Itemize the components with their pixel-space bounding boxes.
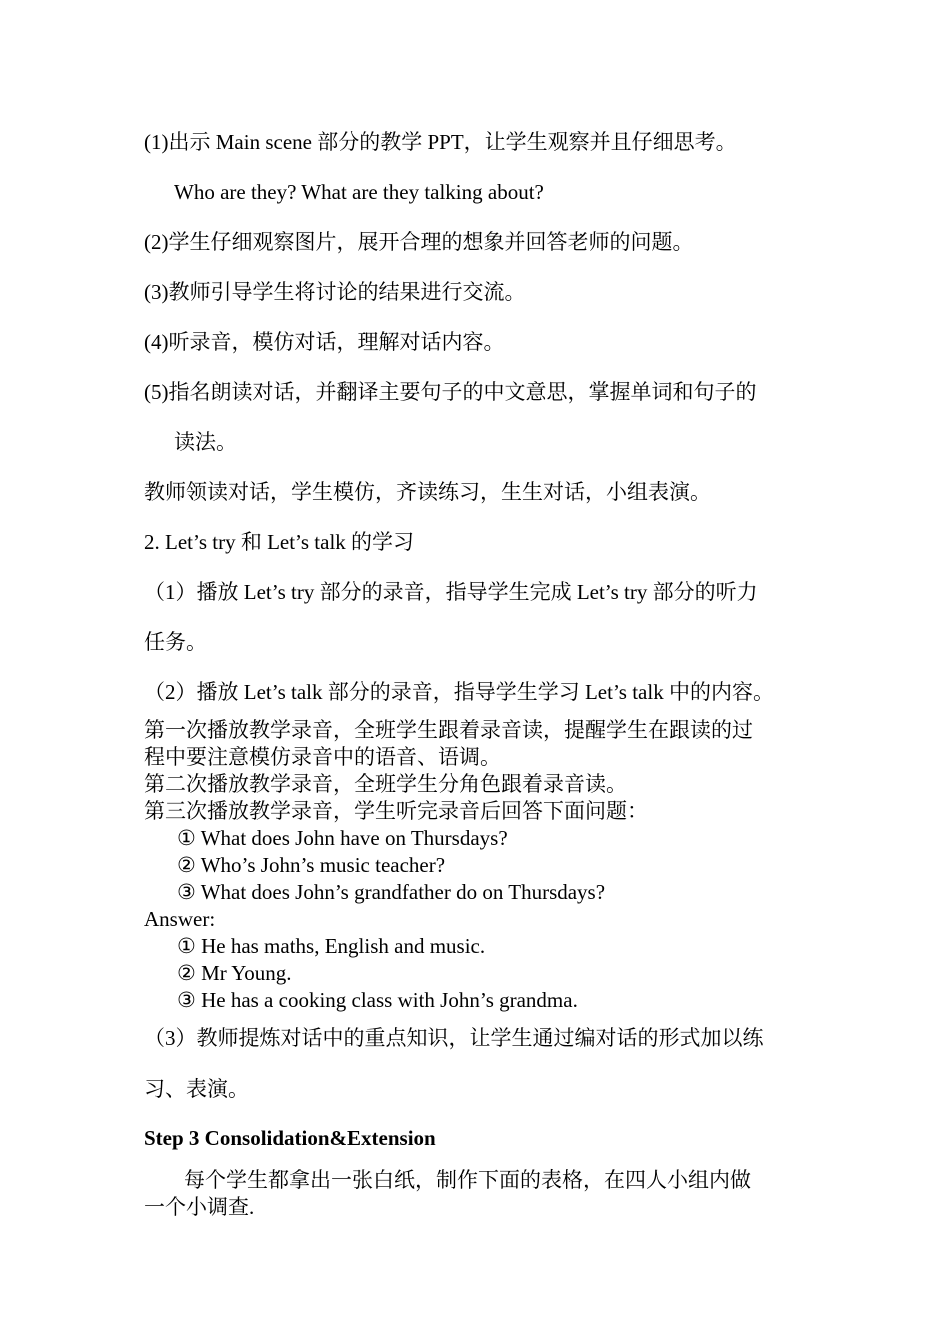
step-3-text: 教师引导学生将讨论的结果进行交流。	[168, 280, 526, 304]
practice-paragraph: 教师领读对话，学生模仿，齐读练习，生生对话，小组表演。	[144, 480, 711, 504]
answer-label: Answer:	[144, 907, 216, 931]
step-2	[144, 229, 694, 255]
step-5-number: (5)	[144, 380, 169, 404]
section-2-item-1-line-1: （1）播放 Let’s try 部分的录音，指导学生完成 Let’s try 部分的听力	[144, 580, 758, 604]
step-3-number: (3)	[144, 280, 169, 304]
section-2-heading: 2. Let’s try 和 Let’s talk 的学习	[144, 530, 415, 554]
step-3-text-line-1: 每个学生都拿出一张白纸，制作下面的表格，在四人小组内做	[184, 1168, 751, 1192]
section-2-item-1-line-2: 任务。	[144, 630, 207, 654]
answer-item: ② Mr Young.	[177, 961, 292, 985]
step-5-text: 指名朗读对话，并翻译主要句子的中文意思，掌握单词和句子的	[168, 380, 757, 404]
question-item: ③ What does John’s grandfather do on Thursdays?	[177, 880, 606, 904]
playback-3: 第三次播放教学录音，学生听完录音后回答下面问题：	[144, 799, 648, 823]
playback-2: 第二次播放教学录音，全班学生分角色跟着录音读。	[144, 772, 627, 796]
question-item: ② Who’s John’s music teacher?	[177, 853, 446, 877]
section-2-item-2: （2）播放 Let’s talk 部分的录音，指导学生学习 Let’s talk 中的内容。	[144, 680, 774, 704]
step-1-text: 出示 Main scene 部分的教学 PPT，让学生观察并且仔细思考。	[168, 130, 737, 154]
step-1	[144, 129, 737, 155]
question-item: ① What does John have on Thursdays?	[177, 826, 508, 850]
answer-item: ① He has maths, English and music.	[177, 934, 486, 958]
answer-item: ③ He has a cooking class with John’s grandma.	[177, 988, 578, 1012]
playback-1-line-1: 第一次播放教学录音，全班学生跟着录音读，提醒学生在跟读的过	[144, 718, 753, 742]
step-4	[144, 329, 505, 355]
step-3-heading: Step 3 Consolidation&Extension	[144, 1126, 436, 1150]
section-2-item-3-line-1: （3）教师提炼对话中的重点知识，让学生通过编对话的形式加以练	[144, 1026, 764, 1050]
step-3-text-line-2: 一个小调查.	[144, 1195, 255, 1219]
step-1-question: Who are they? What are they talking about?	[174, 180, 544, 204]
step-5-continuation: 读法。	[174, 430, 237, 454]
step-2-number: (2)	[144, 230, 169, 254]
step-4-text: 听录音，模仿对话，理解对话内容。	[168, 330, 505, 354]
playback-1-line-2: 程中要注意模仿录音中的语音、语调。	[144, 745, 501, 769]
step-2-text: 学生仔细观察图片，展开合理的想象并回答老师的问题。	[168, 230, 694, 254]
step-4-number: (4)	[144, 330, 169, 354]
step-1-number: (1)	[144, 130, 169, 154]
section-2-item-3-line-2: 习、表演。	[144, 1077, 249, 1101]
step-5	[144, 379, 757, 405]
step-3	[144, 279, 526, 305]
